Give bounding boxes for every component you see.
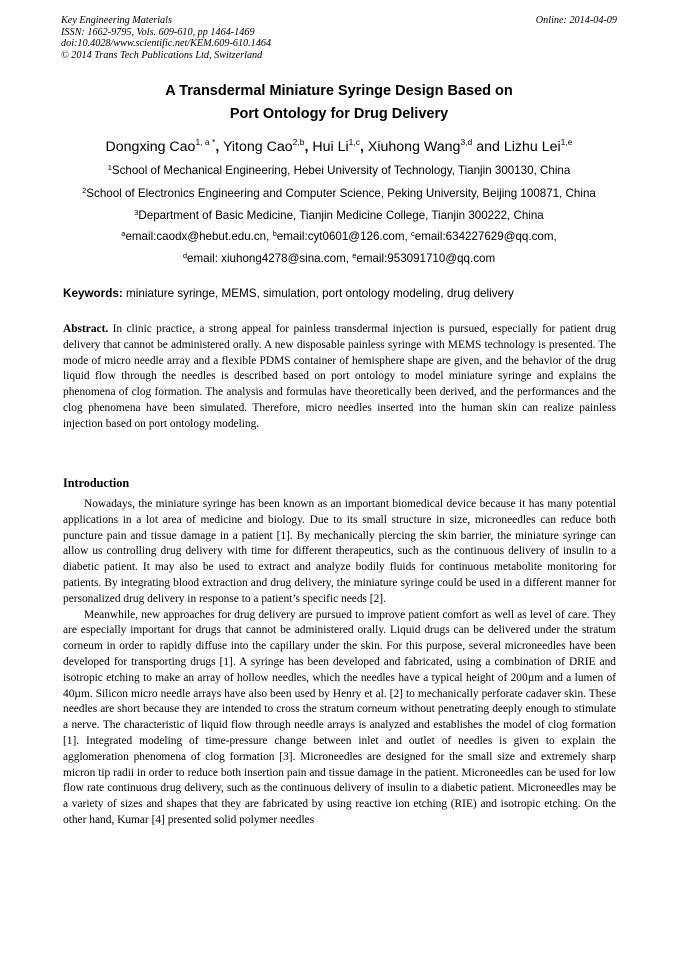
journal-name: Key Engineering Materials	[61, 15, 172, 26]
email-a: email:caodx@hebut.edu.cn,	[125, 230, 270, 243]
author-separator: ,	[359, 139, 364, 155]
paragraph: Meanwhile, new approaches for drug delivery are pursued to improve patient comfort as well as level of care. They are especially important for drugs that cannot be administered orally. Liquid drugs can be delivered under the stratum corneum in order to rapidly diffuse into the capillary under the skin. For this purpose, several microneedles have been developed for transporting drugs [1]. A syringe has been developed and fabricated, using a combination of DRIE and isotropic etching to make an array of hollow needles, which the needles have a typical height of 200µm and a lumen of 40µm. Silicon micro needle arrays have also been used by Henry et al. [2] to mechanically perforate cadaver skin. These needles are short because they are intended to cross the stratum corneum without penetrating deeply enough to stimulate a nerve. The characteristic of liquid flow through needle arrays is analyzed and establishes the model of clog formation [1]. Integrated modeling of time-pressure change between inlet and outlet of needles is given to explain the agglomeration phenomena of clog formation [3]. Microneedles are designed for the small size and extremely sharp micron tip radii in order to reduce both insertion pain and tissue damage in the patient. Microneedles can be used for low flow rate continuous drug delivery, such as the continuous delivery of insulin to a diabetic patient. Microneedles may be a variety of sizes and shapes that they are fabricated by using reactive ion etching (RIE) and isotropic etching. On the other hand, Kumar [4] presented solid polymer needles	[63, 608, 616, 826]
author-name: Yitong Cao	[222, 139, 293, 155]
email-sup: b	[272, 229, 277, 238]
author-name: Hui Li	[312, 139, 349, 155]
email-d: email: xiuhong4278@sina.com,	[187, 252, 349, 265]
affiliation-2	[30, 186, 648, 201]
keywords-text: miniature syringe, MEMS, simulation, port ontology modeling, drug delivery	[126, 287, 514, 300]
keywords-label: Keywords:	[63, 287, 123, 300]
author-affil-sup: 3,d	[460, 137, 473, 147]
affiliation-text: Department of Basic Medicine, Tianjin Medicine College, Tianjin 300222, China	[138, 209, 544, 222]
affiliation-sup: 3	[134, 208, 139, 217]
issn-line: ISSN: 1662-9795, Vols. 609-610, pp 1464-1469	[61, 26, 255, 38]
email-sup: d	[182, 251, 188, 260]
keywords	[63, 286, 619, 301]
affiliation-text: School of Mechanical Engineering, Hebei University of Technology, Tianjin 300130, China	[111, 164, 571, 177]
author-name: Dongxing Cao	[105, 139, 196, 155]
running-header	[61, 15, 617, 61]
author-affil-sup: 1, a *	[195, 137, 216, 147]
affiliation-sup: 1	[107, 163, 112, 172]
email-sup: c	[411, 229, 415, 238]
abstract-label: Abstract.	[63, 323, 109, 335]
online-date: Online: 2014-04-09	[535, 15, 617, 26]
affiliation-text: School of Electronics Engineering and Computer Science, Peking University, Beijing 100871, China	[86, 187, 596, 200]
abstract	[63, 322, 616, 433]
email-line-1	[30, 229, 648, 244]
author-separator: ,	[304, 139, 309, 155]
title-line-1: A Transdermal Miniature Syringe Design Based on	[165, 83, 513, 99]
affiliation-sup: 2	[82, 186, 87, 195]
author-separator: ,	[215, 139, 220, 155]
author-and: and	[476, 139, 500, 155]
author-name: Xiuhong Wang	[367, 139, 461, 155]
affiliation-1	[30, 163, 648, 178]
author-affil-sup: 2,b	[292, 137, 305, 147]
section-heading: Introduction	[63, 476, 130, 490]
email-c: email:634227629@qq.com,	[414, 230, 557, 243]
affiliation-3	[30, 208, 648, 223]
email-sup: e	[352, 251, 357, 260]
email-line-2	[30, 251, 648, 266]
author-affil-sup: 1,c	[348, 137, 360, 147]
email-b: email:cyt0601@126.com,	[276, 230, 408, 243]
doi-line: doi:10.4028/www.scientific.net/KEM.609-610.1464	[61, 38, 272, 49]
author-list	[30, 137, 648, 157]
copyright-line: © 2014 Trans Tech Publications Ltd, Switzerland	[61, 49, 263, 61]
title-line-2: Port Ontology for Drug Delivery	[229, 106, 449, 122]
paper-title	[40, 80, 638, 126]
author-name: Lizhu Lei	[503, 139, 561, 155]
author-affil-sup: 1,e	[560, 137, 573, 147]
abstract-text: In clinic practice, a strong appeal for painless transdermal injection is pursued, especially for patient drug delivery that cannot be administered orally. A new disposable painless syringe with MEMS technology is presented. The mode of micro needle array and a flexible PDMS container of hemisphere shape are given, and the behavior of the drug liquid flow through the needles is described based on port ontology to model miniature syringe and explains the phenomena of clog formation. The analysis and formulas have theoretically been derived, and the performances and the clog phenomena have been simulated. Therefore, micro needles inserted into the human skin can realize painless injection based on port ontology modeling.	[63, 323, 616, 430]
paragraph: Nowadays, the miniature syringe has been known as an important biomedical device because it has many potential applications in a lot area of medicine and biology. Due to its small structure in size, microneedles can reduce both puncture pain and tissue damage in a patient [1]. By mechanically piercing the skin barrier, the miniature syringe can allow us controlling drug delivery with time for different therapeutics, such as the continuous delivery of insulin to a diabetic patient. It may also be used to extract and analyze bodily fluids for continuous metabolite monitoring for patients. By integrating blood extraction and drug delivery, the miniature syringe could be used in a different manner for personalized drug delivery in response to a patient’s specific needs [2].	[63, 498, 616, 605]
email-sup: a	[121, 229, 126, 238]
email-e: email:953091710@qq.com	[356, 252, 496, 265]
introduction-body	[63, 497, 616, 829]
